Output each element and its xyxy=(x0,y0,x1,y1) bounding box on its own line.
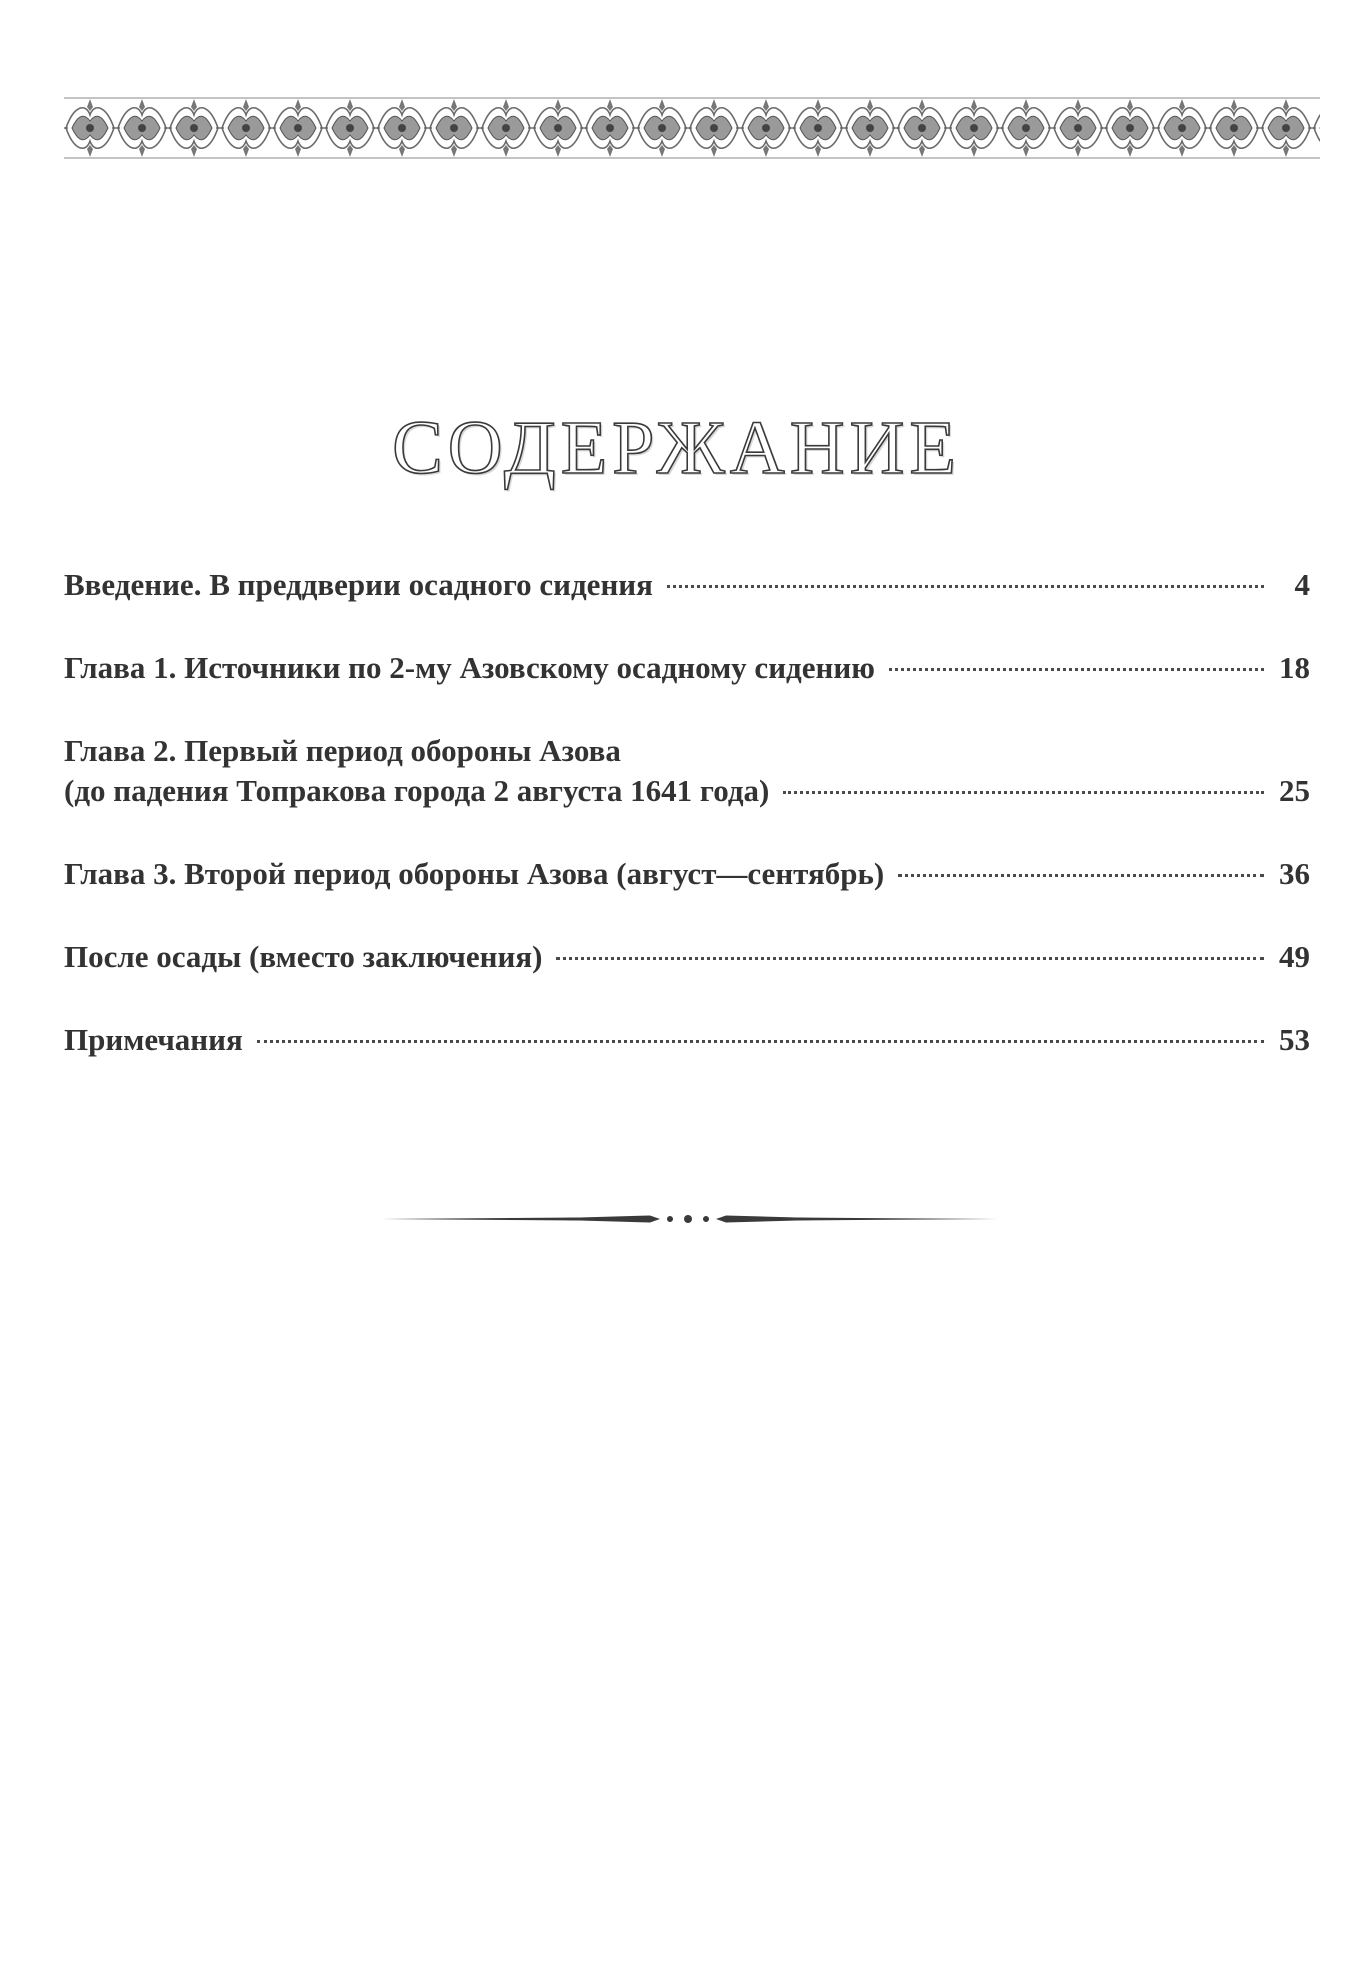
toc-entry xyxy=(64,648,1310,688)
page-title: СОДЕРЖАНИЕ xyxy=(392,406,961,490)
toc-dot-leader xyxy=(889,668,1264,671)
toc-entry xyxy=(64,1020,1310,1060)
toc-entry-title: После осады (вместо заключения) xyxy=(64,939,543,974)
toc-dot-leader xyxy=(257,1040,1264,1043)
toc-entry-page: 4 xyxy=(1294,567,1310,602)
toc-entry-title: Введение. В преддверии осадного сидения xyxy=(64,567,653,602)
toc-entry-title: Примечания xyxy=(64,1022,243,1057)
toc-entry-page: 25 xyxy=(1279,773,1310,808)
toc-dot-leader xyxy=(898,874,1264,877)
toc-entry-title-line1: Глава 2. Первый период обороны Азова xyxy=(64,733,621,768)
table-of-contents xyxy=(64,565,1310,1103)
toc-entry-page: 53 xyxy=(1279,1022,1310,1057)
toc-entry-title: Глава 3. Второй период обороны Азова (август—сентябрь) xyxy=(64,856,885,891)
decorative-border-top xyxy=(64,95,1320,161)
toc-entry-title: Глава 1. Источники по 2-му Азовскому осадному сидению xyxy=(64,650,875,685)
toc-entry-page: 49 xyxy=(1279,939,1310,974)
toc-entry-title: (до падения Топракова города 2 августа 1641 года) xyxy=(64,773,770,808)
toc-entry xyxy=(64,854,1310,894)
toc-dot-leader xyxy=(783,791,1264,794)
toc-entry xyxy=(64,937,1310,977)
toc-dot-leader xyxy=(667,585,1264,588)
toc-entry xyxy=(64,565,1310,605)
toc-dot-leader xyxy=(556,957,1264,960)
toc-entry-page: 18 xyxy=(1279,650,1310,685)
toc-entry xyxy=(64,731,1310,811)
decorative-divider-ornament xyxy=(378,1208,998,1230)
toc-entry-page: 36 xyxy=(1279,856,1310,891)
